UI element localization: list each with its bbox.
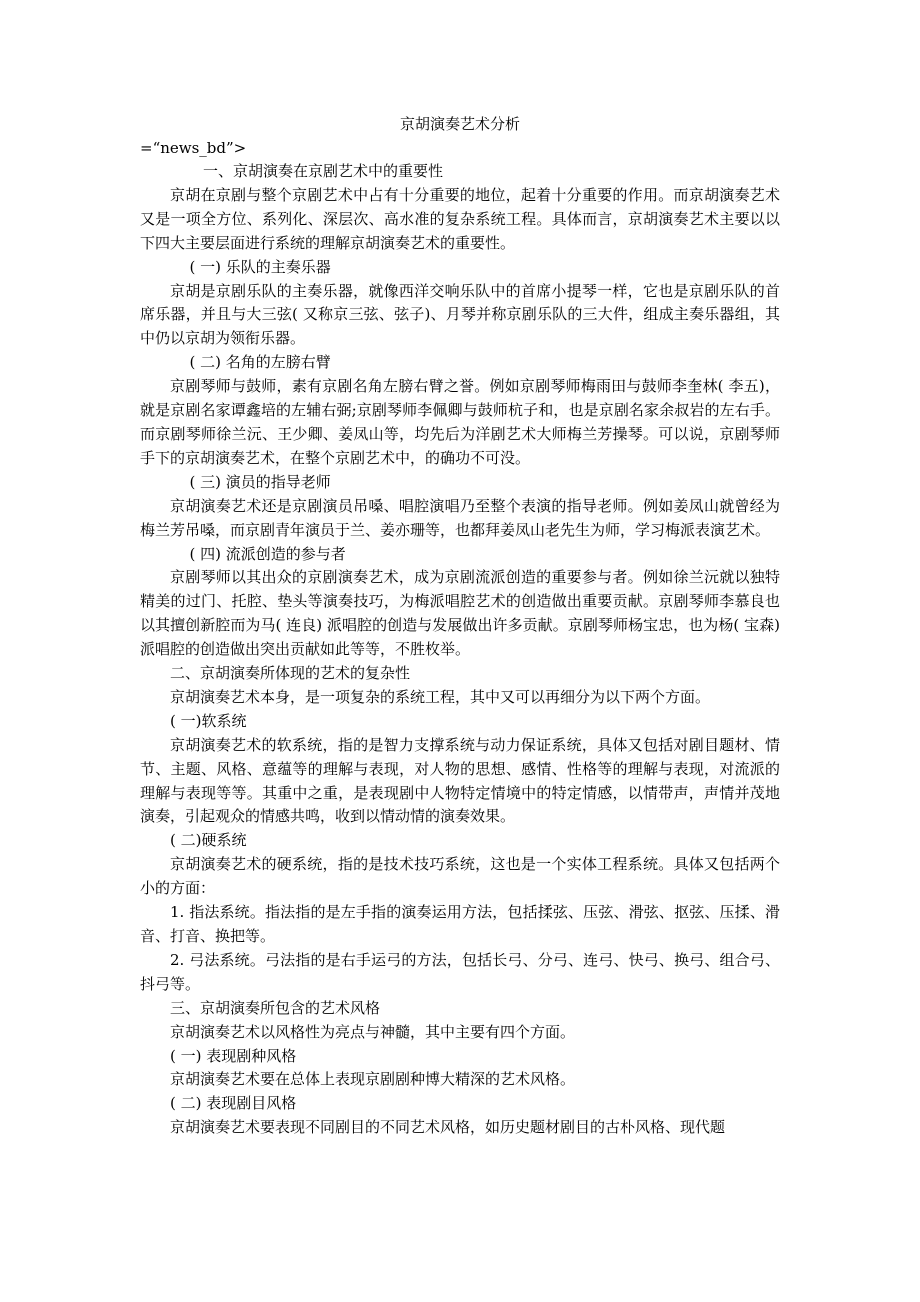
stray-markup-text: =“news_bd”> <box>140 139 247 157</box>
paragraph: 三、京胡演奏所包含的艺术风格 <box>170 998 381 1017</box>
paragraph: 一、京胡演奏在京剧艺术中的重要性 <box>203 162 444 180</box>
paragraph: 京胡演奏艺术还是京剧演员吊嗓、唱腔演唱乃至整个表演的指导老师。例如姜凤山就曾经为梅兰芳吊嗓，而京剧青年演员于兰、姜亦珊等，也都拜姜凤山老先生为师，学习梅派表演艺术。 <box>140 496 780 539</box>
paragraph: 京剧琴师与鼓师，素有京剧名角左膀右臂之誉。例如京剧琴师梅雨田与鼓师李奎林( 李五)，就是京剧名家谭鑫培的左辅右弼;京剧琴师李佩卿与鼓师杭子和，也是京剧名家余叔岩的左右手。而京剧琴师徐兰沅、王少卿、姜凤山等，均先后为洋剧艺术大师梅兰芳操琴。可以说，京剧琴师手下的京胡演奏艺术，在整个京剧艺术中，的确功不可没。 <box>140 377 780 467</box>
paragraph: ( 一) 表现剧种风格 <box>170 1046 297 1065</box>
paragraph: 京剧琴师以其出众的京剧演奏艺术，成为京剧流派创造的重要参与者。例如徐兰沅就以独特精美的过门、托腔、垫头等演奏技巧，为梅派唱腔艺术的创造做出重要贡献。京剧琴师李慕良也以其擅创新腔而为马( 连良) 派唱腔的创造与发展做出许多贡献。京剧琴师杨宝忠，也为杨( 宝森) 派唱腔的创造做出突出贡献如此等等，不胜枚举。 <box>140 568 780 659</box>
paragraph: 1. 指法系统。指法指的是左手指的演奏运用方法，包括揉弦、压弦、滑弦、抠弦、压揉、滑音、打音、换把等。 <box>140 903 780 945</box>
paragraph: 京胡演奏艺术要在总体上表现京剧剧种博大精深的艺术风格。 <box>170 1070 576 1089</box>
paragraph: ( 二)硬系统 <box>170 831 247 850</box>
paragraph: 京胡在京剧与整个京剧艺术中占有十分重要的地位，起着十分重要的作用。而京胡演奏艺术又是一项全方位、系列化、深层次、高水准的复杂系统工程。具体而言，京胡演奏艺术主要以以下四大主要层面进行系统的理解京胡演奏艺术的重要性。 <box>140 185 780 252</box>
paragraph: 2. 弓法系统。弓法指的是右手运弓的方法，包括长弓、分弓、连弓、快弓、换弓、组合弓、抖弓等。 <box>140 950 780 993</box>
paragraph: ( 三) 演员的指导老师 <box>189 472 331 491</box>
document-title: 京胡演奏艺术分析 <box>399 115 520 133</box>
paragraph: 京胡演奏艺术要表现不同剧目的不同艺术风格，如历史题材剧目的古朴风格、现代题 <box>170 1118 726 1137</box>
paragraph: 京胡演奏艺术本身，是一项复杂的系统工程，其中又可以再细分为以下两个方面。 <box>170 687 711 706</box>
paragraph: ( 四) 流派创造的参与者 <box>189 544 346 563</box>
paragraph: ( 二) 表现剧目风格 <box>170 1094 297 1113</box>
paragraph: ( 二) 名角的左膀右臂 <box>189 353 331 372</box>
paragraph: ( 一)软系统 <box>170 711 247 730</box>
document-body <box>140 160 780 1140</box>
paragraph: 京胡是京剧乐队的主奏乐器，就像西洋交响乐队中的首席小提琴一样，它也是京剧乐队的首席乐器，并且与大三弦( 又称京三弦、弦子)、月琴并称京剧乐队的三大件，组成主奏乐器组，其中仍以京胡为领衔乐器。 <box>140 281 780 348</box>
paragraph: 京胡演奏艺术的硬系统，指的是技术技巧系统，这也是一个实体工程系统。具体又包括两个小的方面： <box>140 855 780 898</box>
paragraph: 京胡演奏艺术的软系统，指的是智力支撑系统与动力保证系统，具体又包括对剧目题材、情节、主题、风格、意蕴等的理解与表现，对人物的思想、感情、性格等的理解与表现，对流派的理解与表现等等。其重中之重，是表现剧中人物特定情境中的特定情感，以情带声，声情并茂地演奏，引起观众的情感共鸣，收到以情动情的演奏效果。 <box>140 735 780 826</box>
paragraph: ( 一) 乐队的主奏乐器 <box>189 257 331 276</box>
paragraph: 二、京胡演奏所体现的艺术的复杂性 <box>170 664 411 683</box>
paragraph: 京胡演奏艺术以风格性为亮点与神髓，其中主要有四个方面。 <box>170 1022 576 1041</box>
